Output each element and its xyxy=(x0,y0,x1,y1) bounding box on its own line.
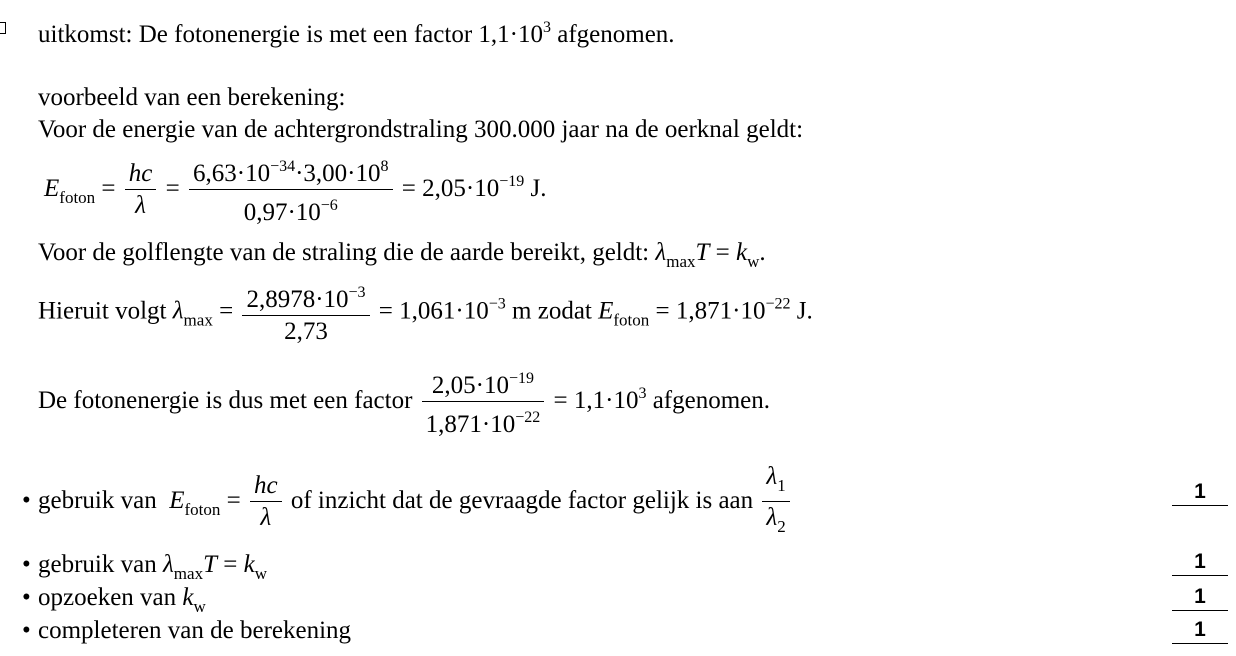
eq2-equals: = xyxy=(219,297,234,325)
criterion-1-lambda: λ xyxy=(250,501,282,534)
criterion-2-text: gebruik van xyxy=(38,551,157,578)
criterion-4-text: completeren van de berekening xyxy=(38,617,352,644)
checkbox-marker-icon xyxy=(0,22,6,34)
eq3-fraction xyxy=(422,364,545,441)
criterion-1-lambda2 xyxy=(762,501,789,543)
eq2-result-exp: −3 xyxy=(488,295,506,313)
criterion-2-T: T xyxy=(203,551,217,578)
criterion-1-fraction-hc-lambda xyxy=(250,471,282,534)
criterion-1-E-sub: foton xyxy=(184,500,221,520)
eq2-num: 2,8978·10 xyxy=(246,286,349,313)
eq3-den-exp: −22 xyxy=(515,409,541,426)
example-heading: voorbeeld van een berekening: xyxy=(38,84,346,111)
lambda2: λ xyxy=(766,504,778,531)
eq3-result: = 1,1·10 xyxy=(553,387,639,415)
eq1-fraction-hc-lambda xyxy=(125,159,157,222)
eq3-suffix: afgenomen. xyxy=(652,387,771,415)
law-T: T xyxy=(695,239,710,266)
equation-wavelength xyxy=(38,278,813,348)
eq1-hc: hc xyxy=(128,160,153,187)
example-line2 xyxy=(38,238,766,277)
criterion-1-text-b: of inzicht dat de gevraagde factor gelijk is aan xyxy=(290,487,754,515)
line2-text: Voor de golflengte van de straling die de aarde bereikt, geldt: xyxy=(38,239,650,266)
eq1-equals-2: = xyxy=(165,175,180,203)
eq1-fraction-values xyxy=(189,152,393,229)
eq2-E-exp: −22 xyxy=(765,295,791,313)
eq1-E: E xyxy=(44,175,60,203)
bullet: • xyxy=(22,617,31,644)
eq3-numerator xyxy=(422,364,545,401)
answer-text-after: afgenomen. xyxy=(557,21,675,48)
eq3-prefix: De fotonenergie is dus met een factor xyxy=(38,387,413,415)
bullet: • xyxy=(22,487,31,515)
score-criterion-4: 1 xyxy=(1172,618,1228,644)
eq2-E-sub: foton xyxy=(613,310,650,330)
eq1-den-a: 0,97·10 xyxy=(243,199,321,226)
eq2-lambda-sub: max xyxy=(183,310,213,330)
criterion-1 xyxy=(22,462,793,543)
example-line1: Voor de energie van de achtergrondstraling 300.000 jaar na de oerknal geldt: xyxy=(38,116,804,143)
eq3-den: 1,871·10 xyxy=(425,411,516,438)
law-lambda: λ xyxy=(655,239,667,266)
criterion-2-k-sub: w xyxy=(254,564,267,583)
answer-factor-exp: 3 xyxy=(542,19,551,36)
eq1-lambda: λ xyxy=(125,189,157,222)
criterion-3-text: opzoeken van xyxy=(38,584,177,611)
eq3-num-exp: −19 xyxy=(508,370,535,387)
equation-factor xyxy=(38,364,770,441)
criterion-1-equals: = xyxy=(226,487,241,515)
eq1-E-sub: foton xyxy=(59,188,96,208)
eq1-unit: J. xyxy=(530,175,547,203)
law-k: k xyxy=(736,239,748,266)
law-k-sub: w xyxy=(747,252,760,271)
criterion-2-lambda-sub: max xyxy=(173,564,204,583)
answer-line xyxy=(38,13,675,50)
criterion-1-lambda1 xyxy=(762,462,789,501)
criterion-4 xyxy=(22,616,351,646)
criterion-3-k: k xyxy=(182,584,194,611)
criterion-2-k: k xyxy=(243,551,255,578)
eq2-num-exp: −3 xyxy=(348,284,366,301)
eq2-denominator: 2,73 xyxy=(242,315,369,348)
eq1-den-exp: −6 xyxy=(320,197,338,214)
eq1-numerator xyxy=(189,152,393,189)
criterion-1-hc: hc xyxy=(254,472,278,499)
eq1-num-exp1: −34 xyxy=(270,158,296,175)
score-criterion-1: 1 xyxy=(1172,480,1228,506)
eq2-result: = 1,061·10 xyxy=(378,297,489,325)
eq2-prefix: Hieruit volgt xyxy=(38,297,167,325)
eq1-result: = 2,05·10 xyxy=(401,175,500,203)
eq3-num: 2,05·10 xyxy=(431,372,509,399)
eq2-E: E xyxy=(598,297,614,325)
lambda1-sub: 1 xyxy=(777,476,786,495)
law-lambda-sub: max xyxy=(666,252,696,271)
answer-text-before: De fotonenergie is met een factor xyxy=(138,21,473,48)
criterion-1-text-a: gebruik van xyxy=(38,487,157,515)
law-end: . xyxy=(759,239,766,266)
criterion-2-equals: = xyxy=(223,551,238,578)
lambda1: λ xyxy=(766,463,778,490)
eq2-lambda: λ xyxy=(172,297,184,325)
eq1-denominator xyxy=(189,189,393,229)
score-criterion-2: 1 xyxy=(1172,550,1228,576)
eq1-result-exp: −19 xyxy=(499,173,525,191)
eq2-E-value: = 1,871·10 xyxy=(655,297,766,325)
eq3-denominator xyxy=(422,401,545,441)
eq3-result-exp: 3 xyxy=(638,385,647,403)
score-criterion-3: 1 xyxy=(1172,585,1228,611)
eq1-num-exp2: 8 xyxy=(380,158,389,175)
eq1-num-a: 6,63·10 xyxy=(193,160,271,187)
eq2-E-unit: J. xyxy=(796,297,813,325)
answer-factor: 1,1·10 xyxy=(478,21,543,48)
eq1-num-b: ·3,00·10 xyxy=(295,160,381,187)
eq2-fraction xyxy=(242,278,369,348)
eq1-equals: = xyxy=(101,175,116,203)
bullet: • xyxy=(22,584,31,611)
criterion-1-fraction-lambda-ratio xyxy=(762,462,789,543)
bullet: • xyxy=(22,551,31,578)
eq2-zodat: zodat xyxy=(537,297,592,325)
criterion-2-lambda: λ xyxy=(162,551,174,578)
lambda2-sub: 2 xyxy=(777,517,786,536)
law-equals: = xyxy=(715,239,730,266)
eq2-numerator xyxy=(242,278,369,315)
eq2-unit: m xyxy=(512,297,532,325)
criterion-1-E: E xyxy=(169,487,185,515)
equation-energy xyxy=(44,152,546,229)
criterion-3-k-sub: w xyxy=(193,597,206,616)
answer-label: uitkomst: xyxy=(38,21,133,48)
